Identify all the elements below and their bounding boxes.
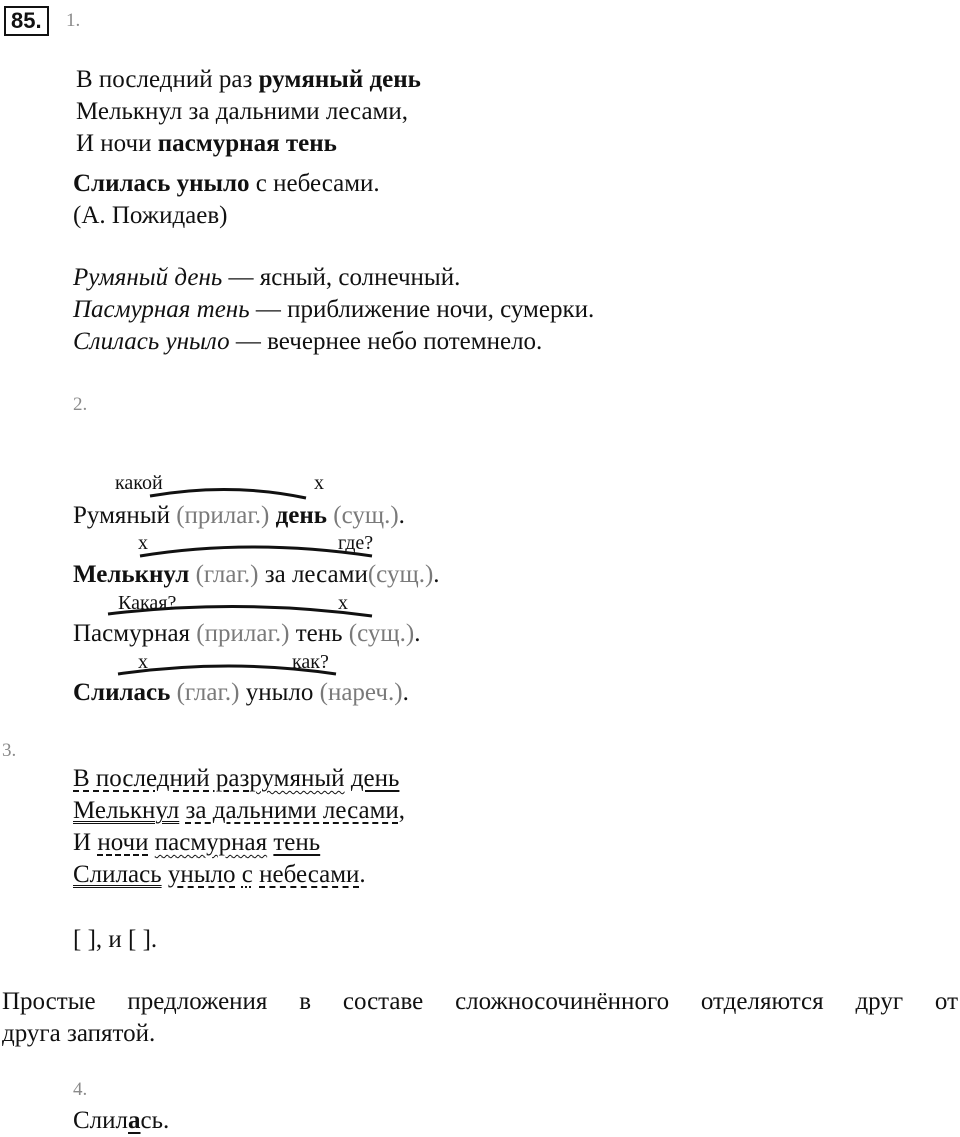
note-2-meaning: — приближение ночи, сумерки. — [249, 296, 595, 323]
exercise-number: 85. — [4, 6, 49, 36]
parsed-1-attribute: румяный — [249, 765, 345, 792]
row-2-prep: за — [264, 561, 292, 588]
parsed-1-subject: день — [350, 765, 400, 792]
question-x-4: x — [138, 651, 148, 673]
question-kakaya: Какая? — [118, 592, 177, 614]
poem-line-2: Мелькнул за дальними лесами, — [76, 98, 409, 125]
row-2-word-2: лесами — [291, 561, 368, 588]
row-3-end: . — [414, 620, 421, 647]
parsed-3-subject: тень — [273, 829, 321, 856]
parsed-3-attribute: пасмурная — [154, 829, 268, 856]
conclusion-line-1: Простые предложения в составе сложносочинённого отделяются друг от — [2, 988, 958, 1015]
note-3-meaning: — вечернее небо потемнело. — [229, 328, 543, 355]
conclusion-line-2: друга запятой. — [2, 1020, 156, 1047]
parsed-2-adverbial: за дальними лесами — [185, 797, 399, 824]
poem-phrase-pasmurnaya-ten: пасмурная тень — [157, 130, 337, 157]
row-3-pos-2: (сущ.) — [342, 620, 415, 647]
parsed-2-comma: , — [398, 797, 406, 824]
parsed-3-conj: И — [73, 829, 98, 856]
analysis-row-4 — [73, 677, 409, 709]
row-1-word-1: Румяный — [73, 502, 170, 529]
row-3-pos-1: (прилаг.) — [190, 620, 296, 647]
poem-line-1-start: В последний раз — [76, 66, 259, 93]
parsed-2-predicate: Мелькнул — [73, 797, 180, 824]
parsed-4-adverbial: уныло — [167, 861, 236, 888]
parsed-4-end: . — [359, 861, 366, 888]
analysis-row-1 — [73, 500, 405, 532]
sentence-scheme: [ ], и [ ]. — [73, 926, 158, 953]
question-x-1: x — [314, 472, 324, 494]
row-1-end: . — [398, 502, 405, 529]
poem-line-3-start: И ночи — [76, 130, 158, 157]
parsed-4-prep: с — [241, 861, 253, 888]
row-2-word-1: Мелькнул — [73, 561, 190, 588]
poem-phrase-rumyany-den: румяный день — [258, 66, 421, 93]
row-4-word-2: уныло — [245, 679, 314, 706]
row-4-pos-2: (нареч.) — [313, 679, 403, 706]
stress-word — [73, 1105, 169, 1137]
stress-word-l: л — [115, 1107, 129, 1134]
parsed-line-2 — [73, 795, 405, 827]
row-4-end: . — [402, 679, 409, 706]
task-1-index: 1. — [66, 10, 81, 31]
note-1-phrase: Румяный день — [73, 264, 223, 291]
row-2-pos-1: (глаг.) — [189, 561, 265, 588]
analysis-row-2 — [73, 559, 440, 591]
row-1-word-2: день — [275, 502, 327, 529]
parsed-line-1 — [73, 763, 399, 795]
row-4-word-1: Слилась — [73, 679, 171, 706]
poem-line-4-end: с небесами. — [249, 170, 380, 197]
task-4-index: 4. — [73, 1079, 88, 1100]
question-x-3: x — [338, 592, 348, 614]
question-gde: где? — [338, 532, 374, 554]
parsed-3-attribute-gen: ночи — [97, 829, 149, 856]
question-kak: как? — [292, 651, 329, 673]
row-2-end: . — [433, 561, 440, 588]
row-3-word-2: тень — [295, 620, 343, 647]
question-kakoy: какой — [115, 472, 163, 494]
stress-vowel: а — [128, 1107, 141, 1134]
note-3-phrase: Слилась уныло — [73, 328, 230, 355]
poem-author: (А. Пожидаев) — [73, 202, 228, 229]
row-4-pos-1: (глаг.) — [170, 679, 246, 706]
task-2-index: 2. — [73, 394, 88, 415]
parsed-line-3 — [73, 827, 320, 859]
poem-phrase-slilas-unylo: Слилась уныло — [73, 170, 250, 197]
task-3-index: 3. — [2, 740, 17, 761]
stress-word-end: сь. — [140, 1107, 170, 1134]
analysis-row-3 — [73, 618, 420, 650]
row-3-word-1: Пасмурная — [73, 620, 191, 647]
row-1-pos-1: (прилаг.) — [169, 502, 276, 529]
note-2-phrase: Пасмурная тень — [73, 296, 250, 323]
arc-rumyany-den — [150, 489, 306, 498]
parsed-4-object: небесами — [259, 861, 360, 888]
stress-word-start: Сли — [73, 1107, 116, 1134]
row-1-pos-2: (сущ.) — [327, 502, 399, 529]
parsed-1-adverbial: В последний раз — [73, 765, 250, 792]
parsed-line-4 — [73, 859, 366, 891]
note-1-meaning: — ясный, солнечный. — [222, 264, 461, 291]
row-2-pos-2: (сущ.) — [367, 561, 434, 588]
parsed-4-predicate: Слилась — [73, 861, 162, 888]
question-x-2: x — [138, 532, 148, 554]
